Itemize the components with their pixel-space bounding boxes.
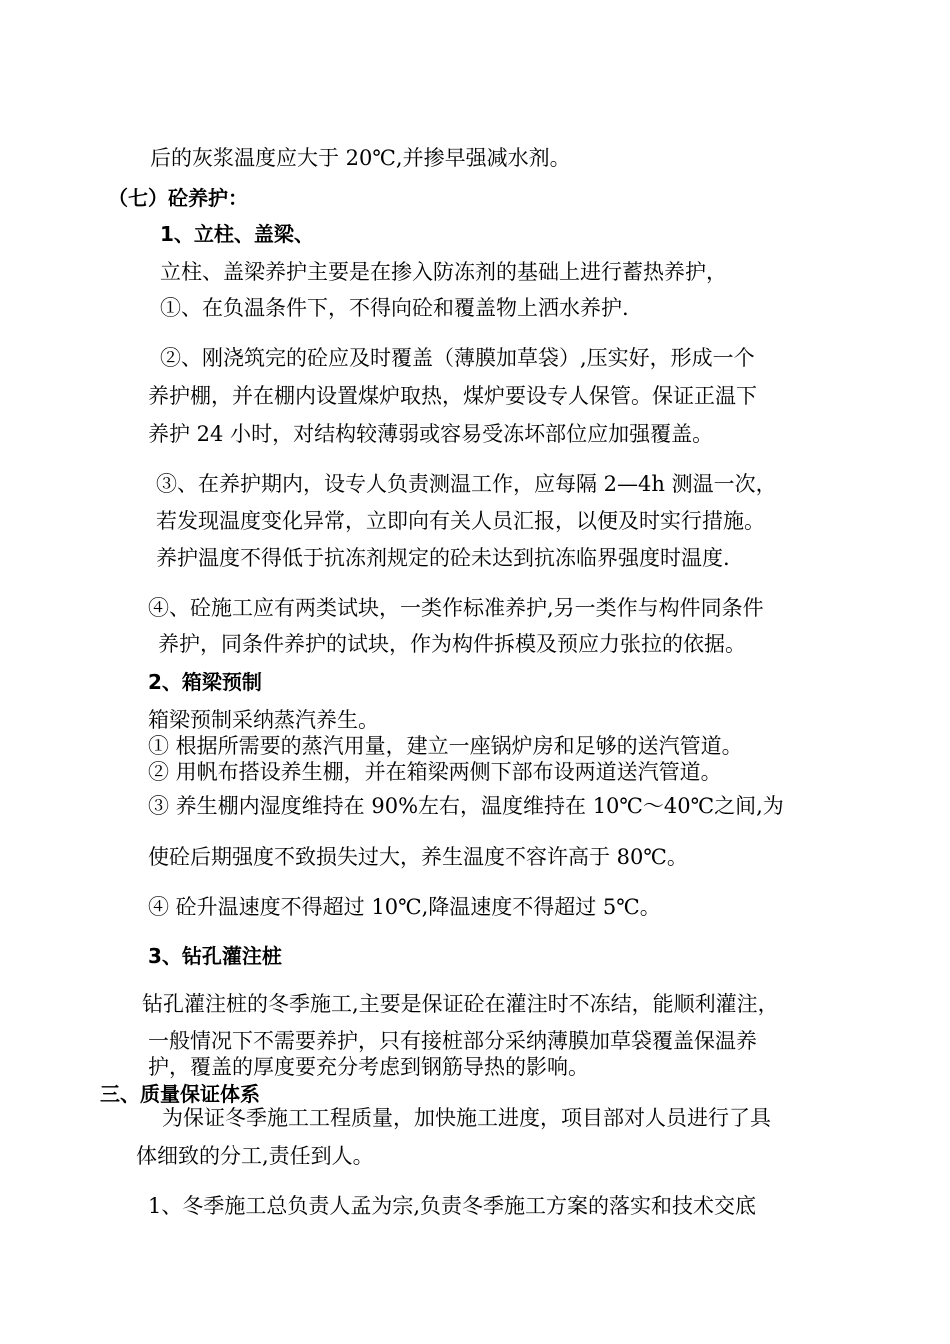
paragraph-line: ①、在负温条件下，不得向砼和覆盖物上洒水养护. — [160, 296, 629, 320]
paragraph-line: 一般情况下不需要养护，只有接桩部分采纳薄膜加草袋覆盖保温养 — [148, 1029, 757, 1053]
paragraph-line: 1、冬季施工总负责人孟为宗,负责冬季施工方案的落实和技术交底 — [148, 1194, 757, 1218]
paragraph-line: ②、刚浇筑完的砼应及时覆盖（薄膜加草袋）,压实好，形成一个 — [160, 346, 755, 370]
paragraph-line: 体细致的分工,责任到人。 — [136, 1144, 374, 1168]
paragraph-line: ④ 砼升温速度不得超过 10℃,降温速度不得超过 5℃。 — [148, 895, 661, 919]
paragraph-line: ③、在养护期内，设专人负责测温工作，应每隔 2—4h 测温一次， — [156, 472, 777, 496]
paragraph-line: 养护温度不得低于抗冻剂规定的砼未达到抗冻临界强度时温度. — [156, 546, 730, 570]
paragraph-line: ③ 养生棚内湿度维持在 90%左右，温度维持在 10℃～40℃之间,为 — [148, 794, 784, 818]
section-heading: （七）砼养护： — [108, 186, 248, 210]
subsection-heading: 3、钻孔灌注桩 — [148, 944, 282, 968]
paragraph-line: 养护棚，并在棚内设置煤炉取热，煤炉要设专人保管。保证正温下 — [148, 384, 757, 408]
paragraph-line: 使砼后期强度不致损失过大，养生温度不容许高于 80℃。 — [148, 845, 688, 869]
paragraph-line: 钻孔灌注桩的冬季施工,主要是保证砼在灌注时不冻结，能顺利灌注， — [142, 992, 779, 1016]
paragraph-line: 为保证冬季施工工程质量，加快施工进度，项目部对人员进行了具 — [162, 1106, 771, 1130]
paragraph-line: 立柱、盖梁养护主要是在掺入防冻剂的基础上进行蓄热养护， — [160, 260, 727, 284]
section-heading: 三、质量保证体系 — [100, 1082, 260, 1106]
paragraph-line: ① 根据所需要的蒸汽用量，建立一座锅炉房和足够的送汽管道。 — [148, 734, 743, 758]
subsection-heading: 2、箱梁预制 — [148, 670, 262, 694]
paragraph-line: 箱梁预制采纳蒸汽养生。 — [148, 708, 379, 732]
paragraph-line: ② 用帆布搭设养生棚，并在箱梁两侧下部布设两道送汽管道。 — [148, 760, 722, 784]
paragraph-line: 护，覆盖的厚度要充分考虑到钢筋导热的影响。 — [148, 1055, 589, 1079]
paragraph-line: 后的灰浆温度应大于 20℃,并掺早强减水剂。 — [150, 146, 571, 170]
paragraph-line: 养护 24 小时，对结构较薄弱或容易受冻坏部位应加强覆盖。 — [148, 422, 714, 446]
paragraph-line: 养护，同条件养护的试块，作为构件拆模及预应力张拉的依据。 — [158, 632, 746, 656]
paragraph-line: ④、砼施工应有两类试块，一类作标准养护,另一类作与构件同条件 — [148, 596, 764, 620]
subsection-heading: 1、立柱、盖梁、 — [160, 222, 314, 246]
paragraph-line: 若发现温度变化异常，立即向有关人员汇报，以便及时实行措施。 — [156, 509, 765, 533]
